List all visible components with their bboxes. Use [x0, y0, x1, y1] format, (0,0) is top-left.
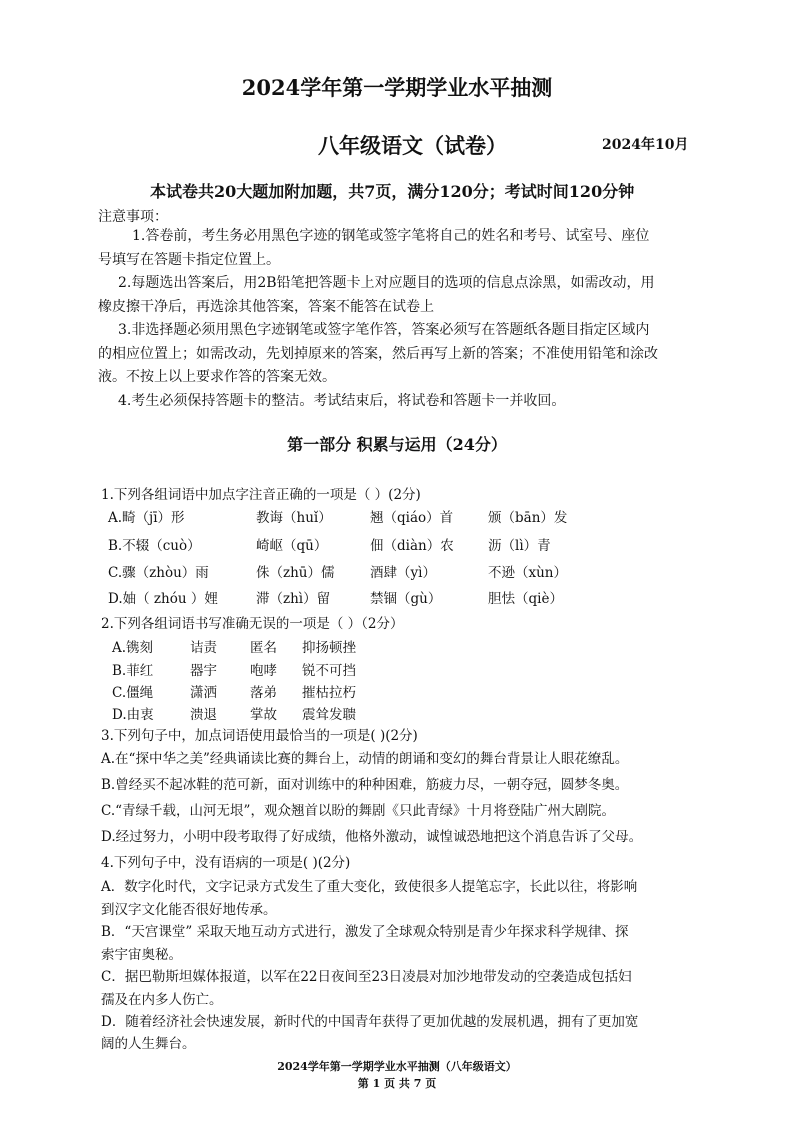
q4-line: 索宇宙奥秘。	[101, 947, 182, 963]
notice-line: 2.每题选出答案后，用2B铅笔把答题卡上对应题目的选项的信息点涂黑，如需改动，用	[118, 275, 655, 291]
q1-item: 滞（zhì）留	[256, 591, 331, 607]
q2-item: C.僵绳	[112, 685, 154, 701]
question-4-stem: 4.下列句子中，没有语病的一项是( )(2分)	[101, 855, 351, 871]
q2-item: 震耸发聩	[302, 707, 356, 723]
q2-item: D.由衷	[112, 707, 154, 723]
q2-item: 掌故	[250, 707, 277, 723]
q4-line: 孺及在内多人伤亡。	[101, 992, 223, 1008]
q1-item: 侏（zhū）儒	[256, 565, 335, 581]
q2-item: 咆哮	[250, 663, 277, 679]
notice-line: 3.非选择题必须用黑色字迹钢笔或签字笔作答，答案必须写在答题纸各题目指定区域内	[118, 322, 650, 338]
footer-page: 第 1 页 共 7 页	[357, 1077, 437, 1090]
q3-option: B.曾经买不起冰鞋的范可新，面对训练中的种种困难，筋疲力尽，一朝夺冠，圆梦冬奥。	[101, 777, 629, 793]
q2-item: 溃退	[190, 707, 217, 723]
q3-option: C.“青绿千载，山河无垠”，观众翘首以盼的舞剧《只此青绿》十月将登陆广州大剧院。	[101, 803, 615, 819]
q1-item: 教诲（huǐ）	[256, 510, 332, 526]
q1-item: 佃（diàn）农	[370, 538, 454, 554]
q2-item: 摧枯拉朽	[302, 685, 356, 701]
q1-item: 酒肆（yì）	[370, 565, 436, 581]
question-3-stem: 3.下列句子中，加点词语使用最恰当的一项是( )(2分)	[101, 728, 418, 744]
q4-line: D．随着经济社会快速发展，新时代的中国青年获得了更加优越的发展机遇，拥有了更加宽	[101, 1014, 639, 1030]
q1-item: 翘（qiáo）首	[370, 510, 454, 526]
q2-item: 抑扬顿挫	[302, 640, 356, 656]
notice-line: 4.考生必须保持答题卡的整洁。考试结束后，将试卷和答题卡一并收回。	[118, 393, 566, 409]
q1-item: A.畸（jī）形	[108, 510, 185, 526]
question-1-stem: 1.下列各组词语中加点字注音正确的一项是（ ）(2分)	[101, 487, 421, 503]
q4-line: C．据巴勒斯坦媒体报道，以军在22日夜间至23日凌晨对加沙地带发动的空袭造成包括妇	[101, 969, 632, 985]
exam-title: 2024学年第一学期学业水平抽测	[241, 75, 553, 100]
notice-line: 的相应位置上；如需改动，先划掉原来的答案，然后再写上新的答案；不准使用铅笔和涂改	[98, 346, 658, 362]
q3-option: D.经过努力，小明中段考取得了好成绩，他格外激动，诚惶诚恐地把这个消息告诉了父母。	[101, 829, 643, 845]
question-2-stem: 2.下列各组词语书写准确无误的一项是（ ）（2分）	[101, 616, 404, 632]
q1-item: B.不辍（cuò）	[108, 538, 201, 554]
q2-item: 诘责	[190, 640, 217, 656]
q1-item: 崎岖（qū）	[256, 538, 328, 554]
notice-line: 号填写在答题卡指定位置上。	[98, 252, 280, 268]
exam-intro: 本试卷共20大题加附加题，共7页，满分120分；考试时间120分钟	[150, 182, 635, 201]
section-title: 第一部分 积累与运用（24分）	[287, 435, 507, 454]
exam-subtitle: 八年级语文（试卷）	[318, 133, 507, 158]
q3-option: A.在“探中华之美”经典诵读比赛的舞台上，动情的朗诵和变幻的舞台背景让人眼花缭乱。	[101, 751, 629, 767]
q2-item: 潇洒	[190, 685, 217, 701]
q4-line: 阔的人生舞台。	[101, 1036, 196, 1052]
q1-item: 颁（bān）发	[488, 510, 568, 526]
q1-item: 不逊（xùn）	[488, 565, 568, 581]
exam-date: 2024年10月	[602, 137, 689, 153]
q2-item: 器宇	[190, 663, 217, 679]
q1-item: C.骤（zhòu）雨	[108, 565, 209, 581]
notice-line: 1.答卷前，考生务必用黑色字迹的钢笔或签字笔将自己的姓名和考号、试室号、座位	[132, 228, 650, 244]
q4-line: 到汉字文化能否很好地传承。	[101, 902, 277, 918]
notice-line: 橡皮擦干净后，再选涂其他答案，答案不能答在试卷上	[98, 299, 434, 315]
q1-item: 胆怯（qiè）	[488, 591, 563, 607]
q1-item: D.妯（ zhóu ）娌	[108, 591, 218, 607]
q2-item: A.镌刻	[112, 640, 154, 656]
q1-item: 禁锢（gù）	[370, 591, 442, 607]
q2-item: B.菲红	[112, 663, 154, 679]
q2-item: 落弟	[250, 685, 277, 701]
notice-heading: 注意事项：	[98, 209, 168, 225]
q2-item: 锐不可挡	[302, 663, 356, 679]
q4-line: B．“天宫课堂” 采取天地互动方式进行，激发了全球观众特别是青少年探求科学规律、探	[101, 924, 629, 940]
q4-line: A．数字化时代，文字记录方式发生了重大变化，致使很多人提笔忘字，长此以往，将影响	[101, 879, 638, 895]
notice-line: 液。不按上以上要求作答的答案无效。	[98, 369, 336, 385]
q2-item: 匿名	[250, 640, 277, 656]
q1-item: 沥（lì）青	[488, 538, 551, 554]
footer-title: 2024学年第一学期学业水平抽测（八年级语文）	[277, 1060, 517, 1073]
